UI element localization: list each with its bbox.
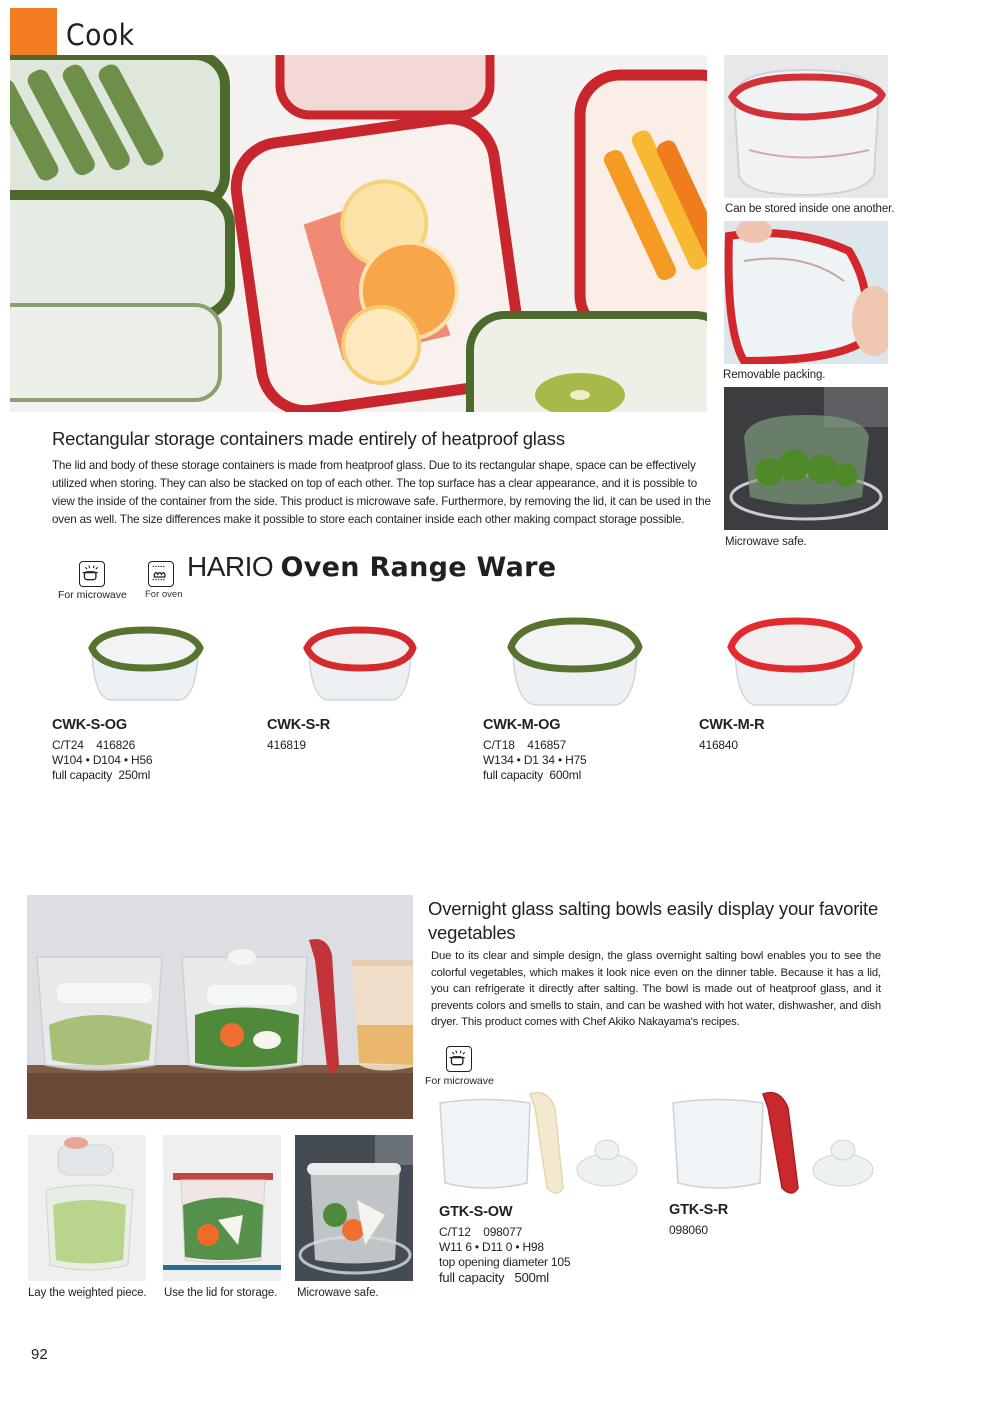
product-spec: W104 • D104 • H56 [52,753,153,767]
caption-packing: Removable packing. [723,369,826,381]
section-title: Cook [66,18,135,52]
hero-photo-storage-containers [10,55,707,412]
product-image-cwk-s-og [80,612,210,707]
product-image-cwk-m-og [505,607,645,712]
product-code: CWK-S-R [267,717,331,733]
caption-lid-storage: Use the lid for storage. [164,1287,278,1299]
caption-weighted-piece: Lay the weighted piece. [28,1287,147,1299]
microwave-icon-label: For microwave [58,589,127,601]
product-code: GTK-S-R [669,1202,729,1218]
oven-icon-label: For oven [145,589,183,600]
photo-lid-storage [163,1135,281,1281]
product-image-cwk-m-r [725,607,865,712]
product-gtk-s-ow [439,1204,570,1285]
photo-microwave-broccoli [724,387,888,530]
product-cwk-s-r [267,717,330,753]
product-spec: 098060 [669,1223,708,1237]
product-image-cwk-s-r [295,612,425,707]
product-spec: top opening diameter 105 [439,1255,571,1269]
microwave-icon [79,561,105,587]
product-spec: full capacity 250ml [52,768,151,782]
product-code: CWK-S-OG [52,717,127,733]
oven-icon [148,561,174,587]
product-spec: C/T24 416826 [52,738,136,752]
microwave-icon-label: For microwave [425,1075,494,1087]
salting-heading: Overnight glass salting bowls easily display your favorite vegetables [428,898,879,943]
product-gtk-s-r [669,1202,728,1238]
microwave-icon [446,1046,472,1072]
product-spec: full capacity 600ml [483,768,582,782]
product-code: CWK-M-R [699,717,765,733]
product-spec: W11 6 • D11 0 • H98 [439,1240,544,1254]
product-image-gtk-s-r [668,1088,878,1198]
product-spec: C/T18 416857 [483,738,567,752]
product-image-gtk-s-ow [435,1088,645,1198]
product-cwk-s-og [52,717,152,783]
product-cwk-m-r [699,717,764,753]
salting-description: Due to its clear and simple design, the glass overnight salting bowl enables you to see the colorful vegetables, which makes it look nice even on the dinner table. Because it has a lid, you can refrigerate it directly after salting. The bowl is made out of heatproof glass, and it prevents colors and smells to stain, and can be washed with hot water, dishwasher, and dish dryer. This product comes with Chef Akiko Nakayama's recipes. [431,950,881,1028]
photo-nested-containers [724,55,888,198]
product-cwk-m-og [483,717,587,783]
photo-salting-bowls [27,895,413,1119]
product-line-name: Oven Range Ware [280,552,557,583]
product-spec: W134 • D1 34 • H75 [483,753,587,767]
photo-weighted-piece [28,1135,146,1281]
photo-removable-packing [724,221,888,364]
page-number: 92 [31,1346,48,1363]
section-color-tab [10,8,57,55]
storage-heading: Rectangular storage containers made entirely of heatproof glass [52,428,565,449]
product-spec: 416840 [699,738,738,752]
product-spec: 416819 [267,738,306,752]
storage-description: The lid and body of these storage containers is made from heatproof glass. Due to its rectangular shape, space can be effectively utilized when storing. They can also be stacked on top of each other. The top surface has a clear appearance, and it is possible to view the inside of the container from the side. This product is microwave safe. Furthermore, by removing the lid, it can be used in the oven as well. The size differences make it possible to store each container inside each other making compact storage possible. [52,459,711,526]
photo-microwave-salting [295,1135,413,1281]
product-code: GTK-S-OW [439,1204,513,1220]
brand-name: HARIO [187,551,281,582]
brand-title [187,551,556,583]
caption-microwave: Microwave safe. [725,536,807,548]
product-spec: full capacity 500ml [439,1270,549,1285]
caption-nested: Can be stored inside one another. [725,203,895,215]
product-spec: C/T12 098077 [439,1225,523,1239]
product-code: CWK-M-OG [483,717,561,733]
caption-microwave-safe: Microwave safe. [297,1287,379,1299]
